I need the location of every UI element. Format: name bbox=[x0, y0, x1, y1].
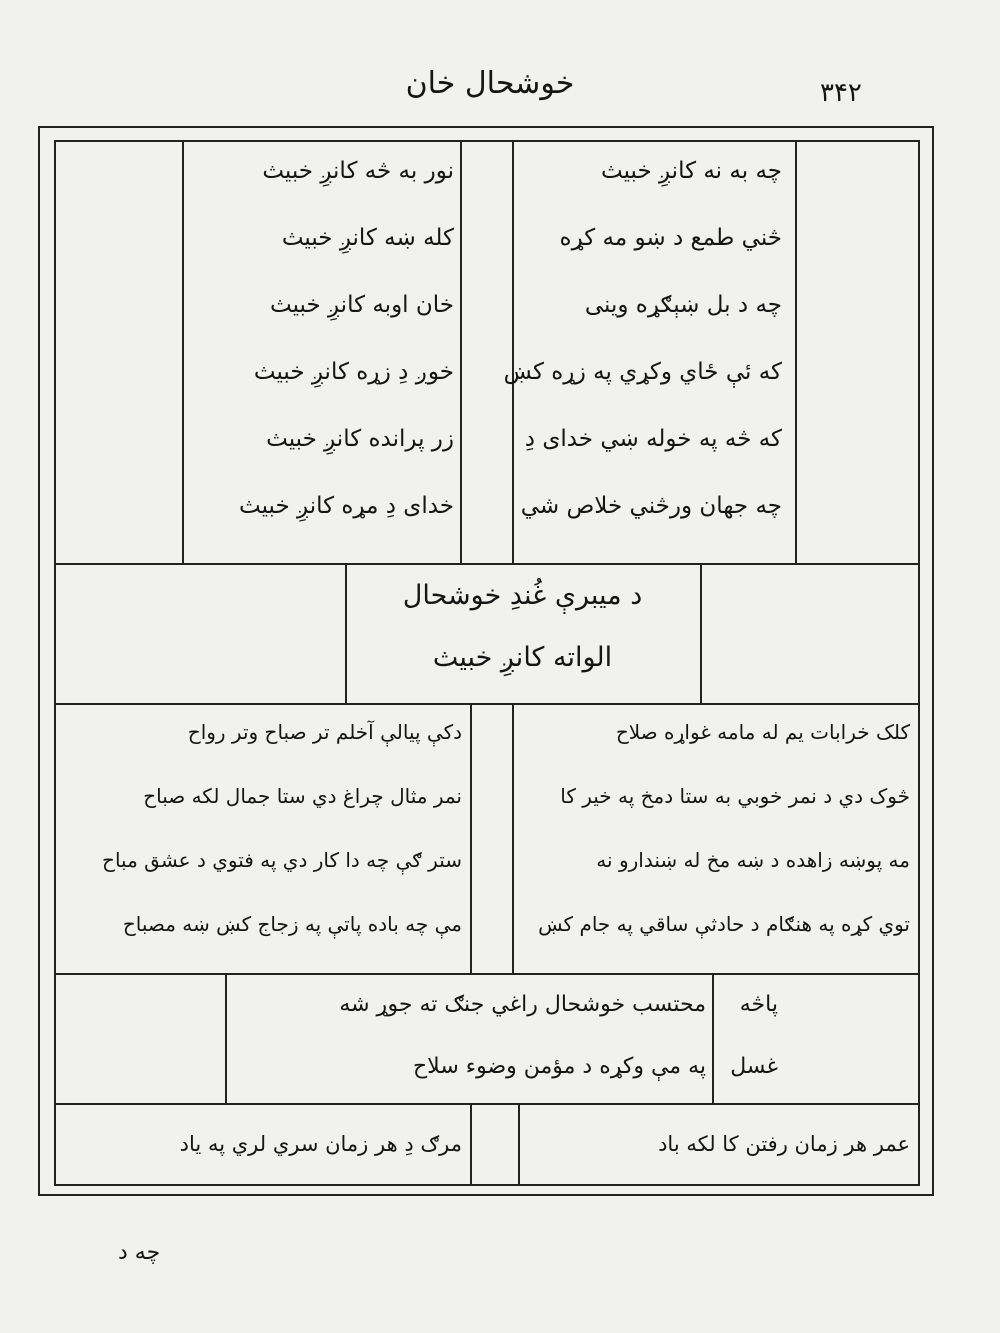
divider bbox=[712, 973, 714, 1105]
verse-line: مې چه باده پاتې په زجاج کښ ښه مصباح bbox=[122, 912, 462, 936]
verse-line: ستر ګې چه دا کار دي په فتوي د عشق مباح bbox=[102, 848, 462, 872]
divider bbox=[470, 703, 472, 975]
divider bbox=[512, 703, 514, 975]
divider bbox=[470, 1103, 472, 1186]
verse-line: عمر هر زمان رفتن کا لکه باد bbox=[658, 1132, 910, 1156]
divider bbox=[54, 563, 920, 565]
verse-line: مرګ دِ هر زمان سري لري په یاد bbox=[179, 1132, 462, 1156]
banner-line: د میبرې غُندِ خوشحال bbox=[402, 580, 643, 611]
verse-line: نمر مثال چراغ دي ستا جمال لکه صباح bbox=[143, 784, 462, 808]
verse-line: که څه په خوله ښي خدای دِ bbox=[524, 426, 782, 452]
divider bbox=[460, 140, 462, 564]
divider bbox=[182, 140, 184, 564]
verse-line: خدای دِ مړه کانږِ خبیث bbox=[239, 493, 454, 519]
block3-labels bbox=[718, 992, 778, 1104]
verse-column-right bbox=[503, 158, 782, 560]
verse-line: څوک دي د نمر خوبي به ستا دمخ په خیر کا bbox=[560, 784, 910, 808]
verse-line: توي کړه په هنګام د حادثې ساقي په جام کښ bbox=[538, 912, 910, 936]
banner-line: الواته کانږِ خبیث bbox=[432, 642, 613, 673]
verse-line: نور به څه کانږِ خبیث bbox=[262, 158, 454, 184]
verse-line: چه جهان ورڅني خلاص شي bbox=[520, 493, 782, 519]
verse-line: محتسب خوشحال راغي جنګ ته جوړ شه bbox=[339, 992, 706, 1017]
verse-column-left bbox=[62, 720, 462, 976]
verse-line: خان اوبه کانږِ خبیث bbox=[269, 292, 454, 318]
verse-line: څني طمع د ښو مه کړه bbox=[559, 225, 782, 251]
verse-line: مه پوښه زاهده د ښه مخ له ښندارو نه bbox=[596, 848, 910, 872]
verse-column-right bbox=[518, 720, 910, 976]
divider bbox=[512, 140, 514, 564]
divider bbox=[518, 1103, 520, 1186]
verse-line: زر پرانده کانږِ خبیث bbox=[266, 426, 454, 452]
divider bbox=[345, 563, 347, 705]
verse-line: که ئې ځاي وکړي په زړه کښ bbox=[503, 359, 782, 385]
block3-verse bbox=[232, 992, 706, 1104]
divider bbox=[225, 973, 227, 1105]
catchword: چه د bbox=[118, 1240, 161, 1265]
verse-line: چه به نه کانږِ خبیث bbox=[601, 158, 782, 184]
verse-line: په مې وکړه د مؤمن وضوء سلاح bbox=[412, 1054, 706, 1079]
divider bbox=[54, 703, 920, 705]
divider bbox=[700, 563, 702, 705]
final-verse-right bbox=[525, 1132, 910, 1156]
final-verse-left bbox=[62, 1132, 462, 1156]
banner bbox=[350, 580, 695, 692]
verse-column-left bbox=[196, 158, 454, 560]
verse-line: کله ښه کانږِ خبیث bbox=[281, 225, 454, 251]
verse-line: دکې پیالې آخلم تر صباح وتر رواح bbox=[187, 720, 462, 744]
divider bbox=[795, 140, 797, 564]
verse-line: کلک خرابات یم له مامه غواړه صلاح bbox=[615, 720, 910, 744]
verse-line: خوږ دِ زړه کانږِ خبیث bbox=[253, 359, 454, 385]
verse-line: چه د بل ښېګړه وینی bbox=[584, 292, 782, 318]
label-bottom: غسل bbox=[730, 1054, 778, 1079]
label-top: پاڅه bbox=[739, 992, 778, 1017]
page-number: ۳۴۲ bbox=[820, 78, 862, 108]
page-header-title: خوشحال خان bbox=[405, 66, 575, 101]
